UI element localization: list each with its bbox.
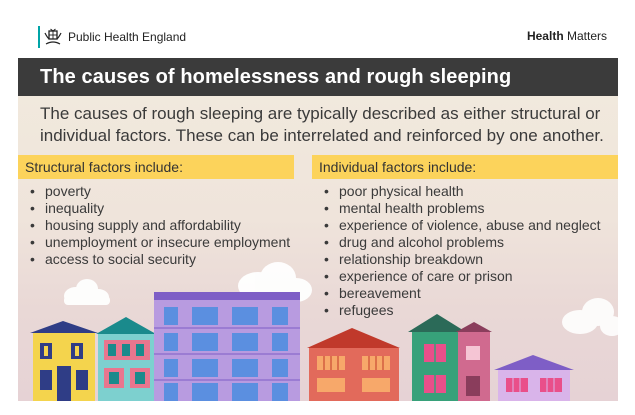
list-item: • inequality — [30, 200, 290, 217]
list-item: • experience of care or prison — [324, 268, 601, 285]
list-item: • unemployment or insecure employment — [30, 234, 290, 251]
list-item: • access to social security — [30, 251, 290, 268]
brand-bold: Health — [526, 29, 564, 43]
list-item: • relationship breakdown — [324, 251, 601, 268]
list-item: • mental health problems — [324, 200, 601, 217]
logo-divider — [38, 26, 40, 48]
phe-logo — [38, 26, 186, 48]
health-matters-brand — [527, 29, 607, 43]
brand-rest: Matters — [563, 29, 607, 43]
title-bar — [18, 58, 618, 96]
list-item: • experience of violence, abuse and neglect — [324, 217, 601, 234]
structural-factors-list — [30, 183, 290, 268]
page-title: The causes of homelessness and rough sleeping — [40, 66, 512, 88]
intro-text: The causes of rough sleeping are typically described as either structural or individual factors. These can be interrelated and reinforced by one another. — [40, 104, 604, 145]
structural-heading-box — [18, 155, 294, 179]
list-item: • poor physical health — [324, 183, 601, 200]
list-item: • bereavement — [324, 285, 601, 302]
list-item: • poverty — [30, 183, 290, 200]
list-item: • housing supply and affordability — [30, 217, 290, 234]
structural-heading: Structural factors include: — [25, 159, 183, 175]
page-header — [0, 0, 635, 58]
list-item: • refugees — [324, 302, 601, 319]
individual-factors-list — [324, 183, 601, 319]
individual-heading: Individual factors include: — [319, 159, 477, 175]
org-name: Public Health England — [68, 30, 187, 44]
royal-crest-icon — [44, 28, 62, 46]
individual-heading-box — [312, 155, 618, 179]
list-item: • drug and alcohol problems — [324, 234, 601, 251]
